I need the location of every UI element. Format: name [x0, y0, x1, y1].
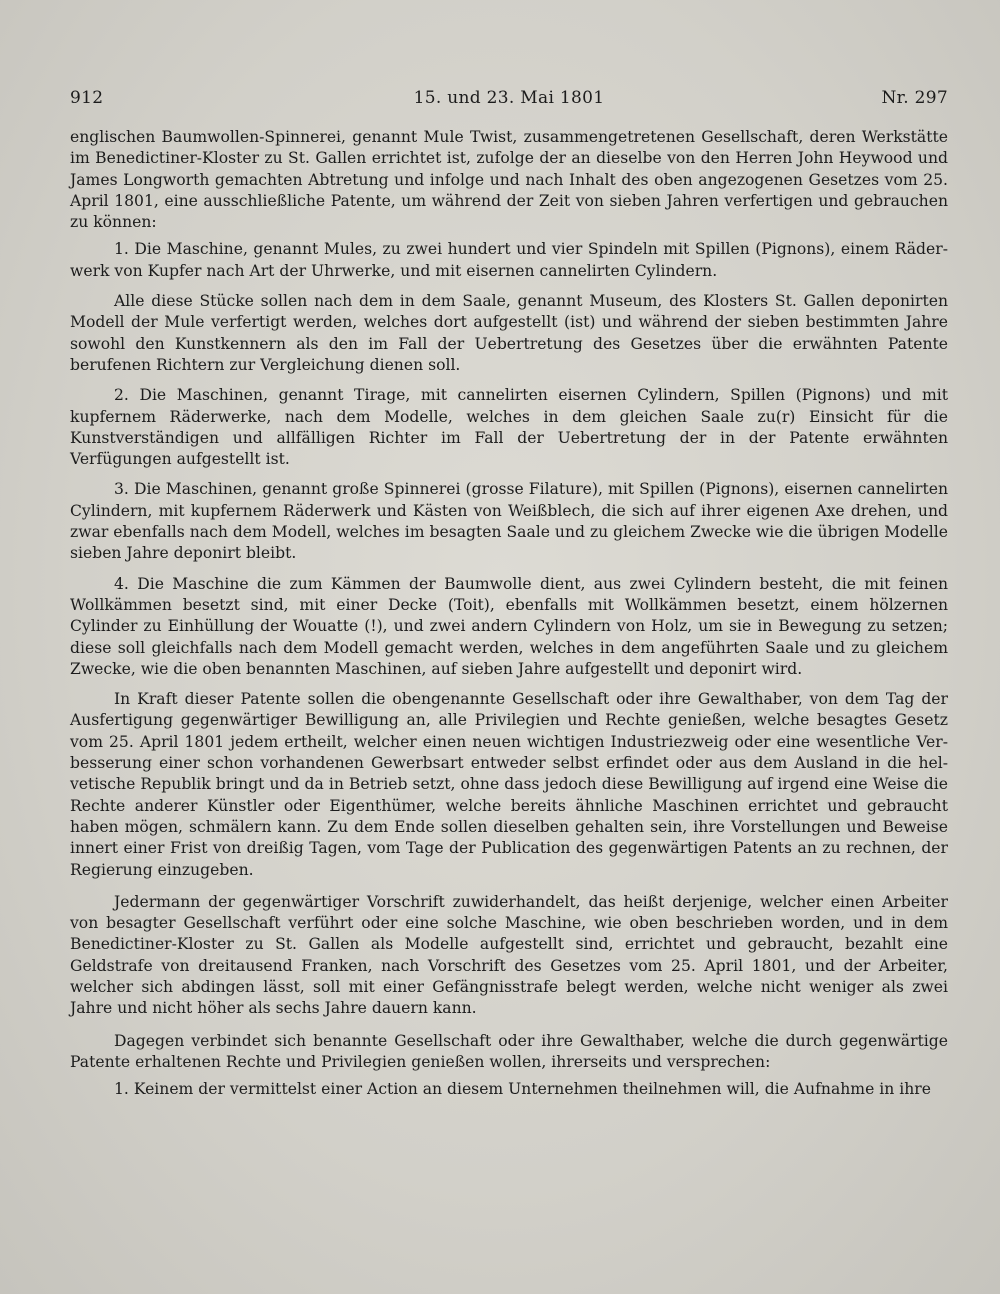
paragraph-penalty: Jedermann der gegenwärtiger Vorschrift zuwiderhandelt, das heißt derjenige, welcher einen Arbeiter von besagter Gesellschaft verführt oder eine solche Maschine, wie oben beschrieben worden, und in dem Benedictiner-Kloster zu St. Gallen als Modelle aufgestellt sind, errichtet und gebraucht, bezahlt eine Geldstrafe von dreitausend Franken, nach Vorschrift des Gesetzes vom 25. April 1801, und der Arbeiter, welcher sich abdingen lässt, soll mit einer Gefängnisstrafe belegt werden, welche nicht weniger als zwei Jahre und nicht höher als sechs Jahre dauern kann.: [70, 892, 948, 1018]
running-header: [70, 88, 948, 118]
paragraph-item-3: 3. Die Maschinen, genannt große Spinnerei (grosse Filature), mit Spillen (Pignons), eisernen cannelirten Cylindern, mit kupfernem Räderwerk und Kästen von Weißblech, die sich auf ihrer eigenen Axe drehen, und zwar ebenfalls nach dem Modell, welches im besagten Saale und zu gleichem Zwecke wie die übrigen Modelle sieben Jahre deponirt bleibt.: [70, 480, 949, 563]
document-number: Nr. 297: [881, 88, 948, 108]
paragraph-obligation-1: 1. Keinem der vermittelst einer Action an diesem Unternehmen theilnehmen will, die Aufnahme in ihre: [114, 1080, 931, 1099]
paragraph-rights: In Kraft dieser Patente sollen die obengenannte Gesellschaft oder ihre Gewalthaber, von dem Tag der Ausfertigung gegenwärtiger Bewilligung an, alle Privilegien und Rechte genießen, welche besagtes Gesetz vom 25. April 1801 jedem ertheilt, welcher einen neuen wichtigen Industriezweig oder eine wesentliche Verbesserung einer schon vorhandenen Gewerbsart entweder selbst erfindet oder aus dem Ausland in die helvetische Republik bringt und da in Betrieb setzt, ohne dass jedoch diese Bewilligung auf irgend eine Weise die Rechte anderer Künstler oder Eigenthümer, welche bereits ähnliche Maschinen errichtet und gebraucht haben mögen, schmälern kann. Zu dem Ende sollen dieselben gehalten sein, ihre Vorstellungen und Beweise innert einer Frist von dreißig Tagen, vom Tage der Publication des gegenwärtigen Patents an zu rechnen, der Regierung einzugeben.: [70, 690, 948, 879]
page-number: 912: [70, 88, 104, 108]
paragraph-models: Alle diese Stücke sollen nach dem in dem Saale, genannt Museum, des Klosters St. Gallen deponirten Modell der Mule verfertigt werden, welches dort aufgestellt (ist) und während der sieben bestimmten Jahre sowohl den Kunstkennern als den im Fall der Uebertretung des Gesetzes über die erwähnten Patente berufenen Richtern zur Vergleichung dienen soll.: [70, 292, 948, 374]
paragraph-item-1: 1. Die Maschine, genannt Mules, zu zwei hundert und vier Spindeln mit Spillen (Pignons), einem Räderwerk von Kupfer nach Art der Uhrwerke, und mit eisernen cannelirten Cylindern.: [70, 240, 948, 280]
body-text: [70, 127, 948, 1100]
header-date: 15. und 23. Mai 1801: [413, 88, 605, 108]
paragraph-item-4: 4. Die Maschine die zum Kämmen der Baumwolle dient, aus zwei Cylindern besteht, die mit feinen Wollkämmen besetzt sind, mit einer Decke (Toit), ebenfalls mit Wollkämmen besetzt, einem hölzernen Cylinder zu Einhüllung der Wouatte (!), und zwei andern Cylindern von Holz, um sie in Bewegung zu setzen; diese soll gleichfalls nach dem Modell gemacht werden, welches in dem angeführten Saale und zu gleichem Zwecke, wie die oben benannten Maschinen, auf sieben Jahre aufgestellt und deponirt wird.: [70, 574, 948, 678]
paragraph-continuation: englischen Baumwollen-Spinnerei, genannt Mule Twist, zusammengetretenen Gesellschaft, deren Werkstätte im Benedictiner-Kloster zu St. Gallen errichtet ist, zufolge der an dieselbe von den Herren John Heywood und James Longworth gemachten Abtretung und infolge und nach Inhalt des oben angezogenen Gesetzes vom 25. April 1801, eine ausschließliche Patente, um während der Zeit von sieben Jahren verfertigen und gebrauchen zu können:: [70, 128, 948, 232]
paragraph-item-2: 2. Die Maschinen, genannt Tirage, mit cannelirten eisernen Cylindern, Spillen (Pignons) und mit kupfernem Räderwerke, nach dem Modelle, welches in dem gleichen Saale zu(r) Einsicht für die Kunstverständigen und allfälligen Richter im Fall der Uebertretung der in der Patente erwähnten Verfügungen aufgestellt ist.: [70, 386, 948, 469]
paragraph-obligations: Dagegen verbindet sich benannte Gesellschaft oder ihre Gewalthaber, welche die durch gegenwärtige Patente erhaltenen Rechte und Privilegien genießen wollen, ihrerseits und versprechen:: [70, 1031, 948, 1071]
